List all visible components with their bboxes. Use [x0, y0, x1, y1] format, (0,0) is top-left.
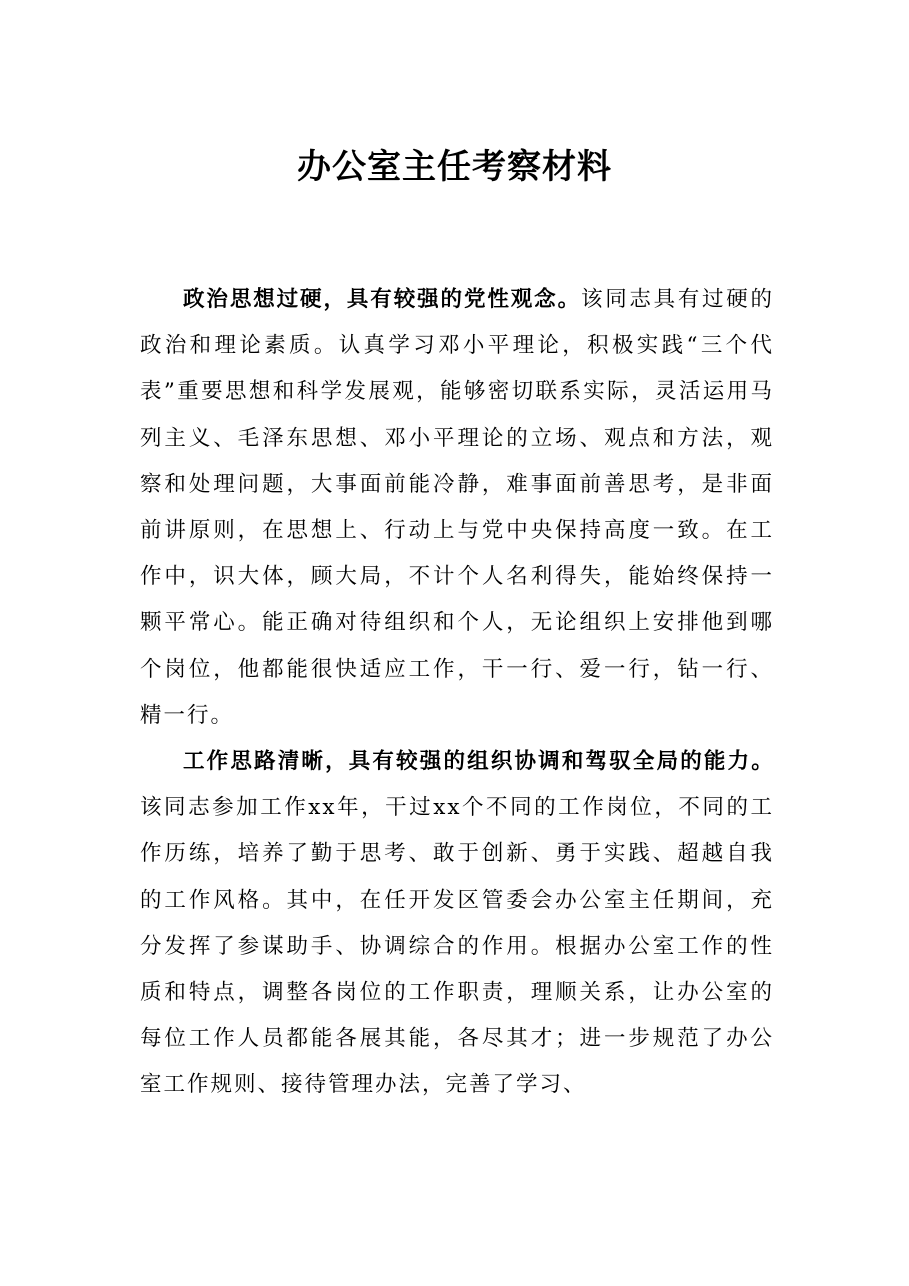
paragraph-lead: 工作思路清晰，具有较强的组织协调和驾驭全局的能力。: [183, 749, 774, 775]
paragraph-work-approach: [140, 739, 774, 1109]
paragraph-text: 该同志参加工作xx年，干过xx个不同的工作岗位，不同的工作历练，培养了勤于思考、敢于创新、勇于实践、超越自我的工作风格。其中，在任开发区管委会办公室主任期间，充分发挥了参谋助手、协调综合的作用。根据办公室工作的性质和特点，调整各岗位的工作职责，理顺关系，让办公室的每位工作人员都能各展其能，各尽其才；进一步规范了办公室工作规则、接待管理办法，完善了学习、: [140, 795, 774, 1098]
paragraph-text: 该同志具有过硬的政治和理论素质。认真学习邓小平理论，积极实践“三个代表”重要思想和科学发展观，能够密切联系实际，灵活运用马列主义、毛泽东思想、邓小平理论的立场、观点和方法，观察和处理问题，大事面前能冷静，难事面前善思考，是非面前讲原则，在思想上、行动上与党中央保持高度一致。在工作中，识大体，顾大局，不计个人名利得失，能始终保持一颗平常心。能正确对待组织和个人，无论组织上安排他到哪个岗位，他都能很快适应工作，干一行、爱一行，钻一行、精一行。: [140, 287, 774, 728]
document-title: 办公室主任考察材料: [297, 147, 612, 187]
document-body: [140, 277, 774, 1109]
paragraph-lead: 政治思想过硬，具有较强的党性观念。: [183, 287, 581, 312]
paragraph-political-ideology: [140, 277, 774, 739]
